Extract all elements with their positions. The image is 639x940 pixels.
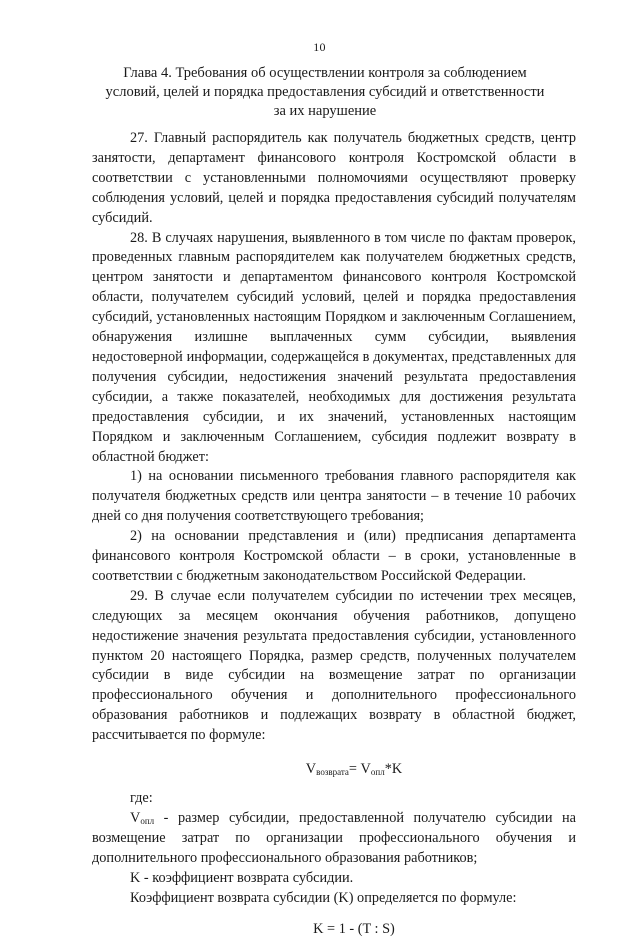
- definition-v-paid: [92, 809, 576, 869]
- where-label: где:: [130, 790, 153, 806]
- paragraph-28-item-1: 1) на основании письменного требования главного распорядителя как получателя бюджетных средств или центра занятости – в течение 10 рабочих дней со дня получения соответствующего требования;: [92, 468, 576, 525]
- chapter-title-line-1: Глава 4. Требования об осуществлении контроля за соблюдением: [123, 65, 527, 81]
- chapter-title: [90, 64, 560, 121]
- k-formula-intro: Коэффициент возврата субсидии (K) определяется по формуле:: [130, 889, 517, 906]
- chapter-title-line-3: за их нарушение: [273, 103, 377, 119]
- page-number: 10: [313, 40, 326, 54]
- document-body: [92, 129, 576, 940]
- formula-return-coefficient: K = 1 - (T : S): [313, 921, 395, 938]
- paragraph-27: 27. Главный распорядитель как получатель бюджетных средств, центр занятости, департамент финансового контроля Костромской области в соответствии с установленными полномочиями осуществляют проверку соблюдения условий, целей и порядка предоставления субсидий получателям субсидий.: [92, 130, 576, 226]
- chapter-title-line-2: условий, целей и порядка предоставления субсидий и ответственности: [105, 84, 545, 100]
- formula-v-symbol: V: [305, 761, 317, 778]
- formula-return-amount: [92, 760, 576, 780]
- definition-v-symbol: V: [130, 809, 141, 826]
- paragraph-28: 28. В случаях нарушения, выявленного в том числе по фактам проверок, проведенных главным распорядителем как получателем бюджетных средств, центром занятости и департаментом финансового контроля Костромской области, получателем субсидий условий, целей и порядка предоставления субсидий, установленных настоящим Порядком и заключенным Соглашением, обнаружения излишне выплаченных сумм субсидии, выявления недостоверной информации, содержащейся в документах, представленных для получения субсидии, недостижения значений результата предоставления субсидии, а также показателей, необходимых для достижения результата предоставления субсидии, и их значений, установленных настоящим Порядком и заключенным Соглашением, субсидия подлежит возврату в областной бюджет:: [92, 229, 576, 465]
- paragraph-29: 29. В случае если получателем субсидии по истечении трех месяцев, следующих за месяцем окончания обучения работников, допущено недостижение значения результата предоставления субсидии, установленного пунктом 20 настоящего Порядка, размер средств, полученных получателем субсидии в виде субсидии на возмещение затрат по организации профессионального обучения и дополнительного профессионального образования работников и подлежащих возврату в областной бюджет, рассчитывается по формуле:: [92, 587, 576, 744]
- formula-equals: = V: [348, 761, 371, 778]
- paragraph-28-item-2: 2) на основании представления и (или) предписания департамента финансового контроля Костромской области – в сроки, установленные в соответствии с бюджетным законодательством Российской Федерации.: [92, 528, 576, 584]
- formula-v-subscript-paid: опл: [370, 767, 385, 778]
- definition-v-subscript: опл: [140, 815, 155, 826]
- definition-k: K - коэффициент возврата субсидии.: [130, 869, 354, 886]
- definition-v-text: - размер субсидии, предоставленной получателю субсидии на возмещение затрат по организации профессионального обучения и дополнительного профессионального образования работников;: [92, 809, 576, 866]
- formula-tail: *K: [384, 761, 403, 778]
- formula-v-subscript-return: возврата: [316, 767, 349, 778]
